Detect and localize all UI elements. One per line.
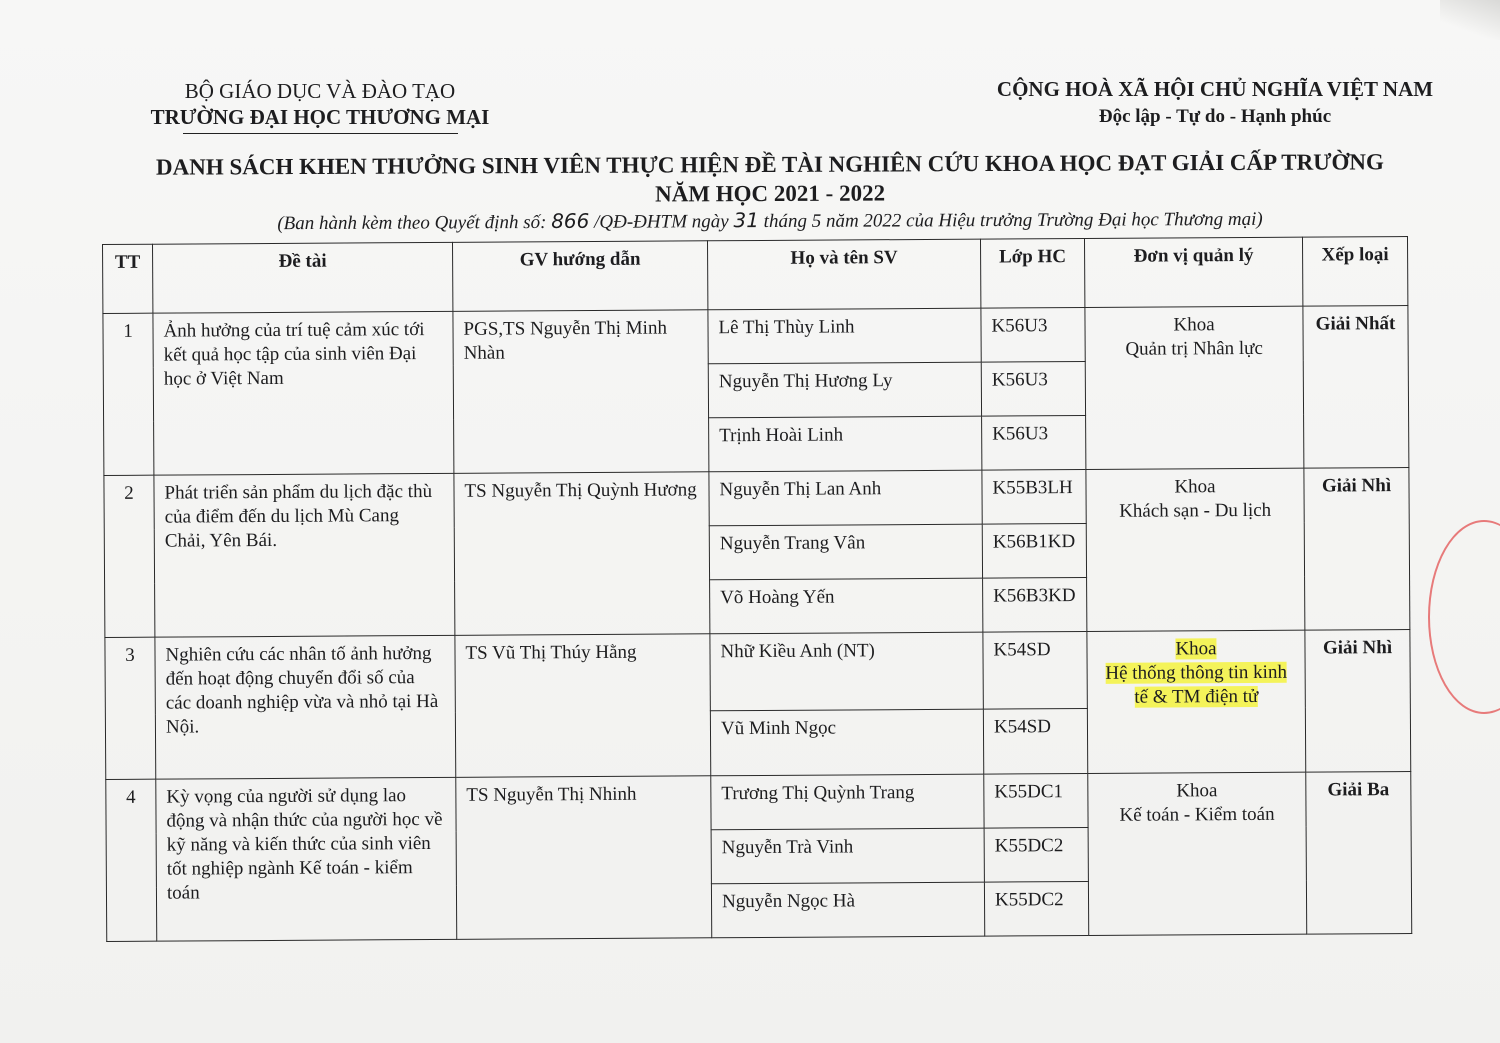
row-number: 1 [103,313,154,475]
topic-cell: Nghiên cứu các nhân tố ảnh hưởng đến hoạt động chuyển đổi số của các doanh nghiệp vừa và nhỏ tại Hà Nội. [155,635,456,779]
student-class: K55DC2 [984,827,1088,882]
rank-cell: Giải Nhì [1304,468,1410,631]
table-header-row [103,237,1408,314]
table-row [104,468,1409,530]
student-name: Trịnh Hoài Linh [709,416,982,472]
topic-cell: Phát triển sản phẩm du lịch đặc thù của điểm đến du lịch Mù Cang Chải, Yên Bái. [154,473,455,637]
student-name: Nguyễn Trà Vinh [711,828,984,884]
rank-cell: Giải Nhì [1305,630,1411,773]
student-class: K56U3 [981,361,1085,416]
student-class: K56U3 [982,415,1086,470]
student-name: Nhữ Kiều Anh (NT) [710,632,983,711]
unit-name: Quản trị Nhân lực [1125,337,1263,360]
issuer-header [120,78,520,134]
rank-cell: Giải Nhất [1303,306,1409,469]
document-title [90,147,1450,211]
col-header-unit: Đơn vị quản lý [1084,237,1302,307]
decision-reference [90,204,1450,238]
student-class: K54SD [983,631,1087,709]
advisor-cell: TS Vũ Thị Thúy Hằng [455,634,711,778]
title-line-2: NĂM HỌC 2021 - 2022 [655,180,886,207]
topic-cell: Ảnh hưởng của trí tuệ cảm xúc tới kết quả học tập của sinh viên Đại học ở Việt Nam [153,311,454,475]
student-name: Võ Hoàng Yến [710,578,983,634]
unit-cell [1088,772,1307,935]
unit-label: Khoa [1176,780,1218,802]
table-row [105,630,1410,715]
unit-name: Khách sạn - Du lịch [1119,499,1272,522]
student-class: K54SD [983,708,1087,774]
student-name: Nguyễn Trang Vân [709,524,982,580]
subtitle-part-3: tháng 5 năm 2022 của Hiệu trưởng Trường Đại học Thương mại) [758,208,1263,233]
decision-number-handwritten: 866 [551,208,590,233]
decision-day-handwritten: 31 [733,208,759,233]
ministry-name: BỘ GIÁO DỤC VÀ ĐÀO TẠO [184,79,456,103]
row-number: 4 [106,779,157,941]
unit-label: Khoa [1173,314,1215,336]
student-name: Nguyễn Thị Hương Ly [708,362,981,418]
student-name: Lê Thị Thùy Linh [708,308,981,364]
col-header-student: Họ và tên SV [707,239,980,310]
student-class: K55B3LH [982,469,1086,524]
advisor-cell: TS Nguyễn Thị Quỳnh Hương [454,472,710,636]
row-number: 2 [104,475,155,637]
unit-name-highlighted: Hệ thống thông tin kinh tế & TM điện tử [1105,661,1287,708]
rank-cell: Giải Ba [1306,772,1412,935]
unit-name: Kế toán - Kiểm toán [1119,803,1275,826]
advisor-cell: TS Nguyễn Thị Nhinh [456,776,712,940]
advisor-cell: PGS,TS Nguyễn Thị Minh Nhàn [453,310,709,474]
page-corner-shadow [1440,0,1500,40]
student-name: Vũ Minh Ngọc [710,709,983,776]
row-number: 3 [105,637,156,779]
student-name: Trương Thị Quỳnh Trang [711,774,984,830]
student-class: K56U3 [981,307,1085,362]
university-name: TRƯỜNG ĐẠI HỌC THƯƠNG MẠI [150,105,490,129]
table-row [103,306,1408,368]
header-underline [183,133,458,134]
col-header-topic: Đề tài [153,242,453,313]
student-class: K56B3KD [983,577,1087,632]
unit-label-highlighted: Khoa [1175,638,1217,660]
unit-label: Khoa [1174,476,1216,498]
award-table [102,236,1412,942]
student-class: K55DC1 [984,773,1088,828]
subtitle-part-1: (Ban hành kèm theo Quyết định số: [277,211,552,235]
unit-cell [1087,630,1306,773]
col-header-rank: Xếp loại [1302,237,1407,307]
col-header-advisor: GV hướng dẫn [452,241,707,312]
national-motto: Độc lập - Tự do - Hạnh phúc [1098,106,1332,127]
title-line-1: DANH SÁCH KHEN THƯỞNG SINH VIÊN THỰC HIỆN ĐỀ TÀI NGHIÊN CỨU KHOA HỌC ĐẠT GIẢI CẤP TRƯỜNG [155,149,1384,180]
nation-name: CỘNG HOÀ XÃ HỘI CHỦ NGHĨA VIỆT NAM [996,77,1434,101]
student-class: K55DC2 [984,881,1088,936]
unit-cell [1086,468,1305,631]
subtitle-part-2: /QĐ-ĐHTM ngày [589,211,734,233]
col-header-class: Lớp HC [980,238,1084,308]
student-name: Nguyễn Ngọc Hà [711,882,984,938]
table-row [106,772,1411,834]
col-header-tt: TT [103,244,153,313]
student-class: K56B1KD [982,523,1086,578]
student-name: Nguyễn Thị Lan Anh [709,470,982,526]
national-header [980,76,1450,130]
red-seal-stamp [1428,520,1500,714]
topic-cell: Kỳ vọng của người sử dụng lao động và nhận thức của người học về kỹ năng và kiến thức của sinh viên tốt nghiệp ngành Kế toán - kiểm toán [156,777,457,941]
unit-cell [1085,306,1304,469]
